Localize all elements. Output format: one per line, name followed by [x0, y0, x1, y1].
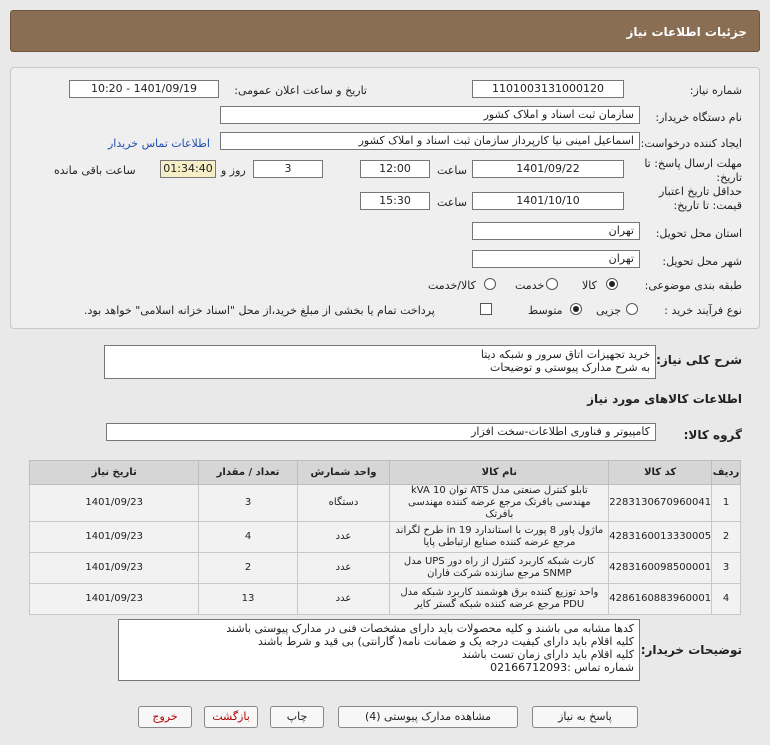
- purchase-option-minor: جزیی: [596, 304, 622, 317]
- cell-unit: عدد: [297, 584, 390, 615]
- validity-time-field: 15:30: [360, 192, 430, 210]
- cell-date: 1401/09/23: [30, 584, 199, 615]
- category-option-goods-service: کالا/خدمت: [428, 279, 476, 292]
- summary-line-1: خرید تجهیزات اتاق سرور و شبکه دیتا: [480, 348, 650, 361]
- cell-idx: 4: [712, 584, 741, 615]
- table-row: [30, 485, 741, 522]
- cell-idx: 1: [712, 485, 741, 522]
- goods-group-field: کامپیوتر و فناوری اطلاعات-سخت افزار: [106, 423, 656, 441]
- exit-button[interactable]: خروج: [138, 706, 192, 728]
- goods-section-title: اطلاعات کالاهای مورد نیاز: [587, 392, 742, 406]
- remaining-time-field: 01:34:40: [160, 160, 216, 178]
- purchase-type-label: نوع فرآیند خرید :: [664, 304, 742, 317]
- table-row: [30, 522, 741, 553]
- view-attachments-button[interactable]: مشاهده مدارک پیوستی (4): [338, 706, 518, 728]
- col-header-code: کد کالا: [609, 461, 712, 485]
- buyer-notes-line-4: شماره تماس :02166712093: [490, 661, 634, 674]
- announce-field: 1401/09/19 - 10:20: [69, 80, 219, 98]
- buyer-org-field: سازمان ثبت اسناد و املاک کشور: [220, 106, 640, 124]
- cell-name: ماژول پاور 8 پورت با استاندارد 19 in طرح لگراند مرجع عرضه کننده صنایع ارتباطی پایا: [390, 522, 609, 553]
- cell-date: 1401/09/23: [30, 522, 199, 553]
- deadline-time-field: 12:00: [360, 160, 430, 178]
- col-header-unit: واحد شمارش: [297, 461, 390, 485]
- treasury-payment-note: پرداخت تمام یا بخشی از مبلغ خرید،از محل "اسناد خزانه اسلامی" خواهد بود.: [84, 304, 435, 317]
- cell-date: 1401/09/23: [30, 485, 199, 522]
- validity-label: حداقل تاریخ اعتبار قیمت: تا تاریخ:: [658, 185, 742, 212]
- cell-date: 1401/09/23: [30, 553, 199, 584]
- col-header-idx: ردیف: [712, 461, 741, 485]
- city-field: تهران: [472, 250, 640, 268]
- table-row: [30, 584, 741, 615]
- cell-unit: عدد: [297, 522, 390, 553]
- province-label: استان محل تحویل:: [655, 227, 742, 240]
- cell-name: تابلو کنترل صنعتی مدل ATS توان 10 kVA مهندسی بافرتک مرجع عرضه کننده مهندسی بافرتک: [390, 485, 609, 522]
- cell-unit: دستگاه: [297, 485, 390, 522]
- cell-idx: 3: [712, 553, 741, 584]
- back-button[interactable]: بازگشت: [204, 706, 258, 728]
- purchase-radio-minor[interactable]: [626, 303, 638, 315]
- validity-time-label: ساعت: [437, 196, 467, 209]
- remaining-label: ساعت باقی مانده: [54, 164, 136, 177]
- print-button[interactable]: چاپ: [270, 706, 324, 728]
- city-label: شهر محل تحویل:: [662, 255, 742, 268]
- summary-label: شرح کلی نیاز:: [656, 353, 742, 367]
- reply-button[interactable]: پاسخ به نیاز: [532, 706, 638, 728]
- buyer-notes-line-2: کلیه اقلام باید دارای کیفیت درجه یک و ضمانت نامه( گارانتی) بی قید و شرط باشند: [257, 635, 634, 648]
- deadline-label: مهلت ارسال پاسخ: تا تاریخ:: [644, 157, 742, 184]
- category-radio-goods[interactable]: [606, 278, 618, 290]
- cell-qty: 4: [199, 522, 297, 553]
- purchase-option-medium: متوسط: [528, 304, 563, 317]
- cell-qty: 2: [199, 553, 297, 584]
- cell-qty: 13: [199, 584, 297, 615]
- category-radio-goods-service[interactable]: [484, 278, 496, 290]
- table-row: [30, 553, 741, 584]
- goods-group-label: گروه کالا:: [683, 428, 742, 442]
- purchase-radio-medium[interactable]: [570, 303, 582, 315]
- summary-line-2: به شرح مدارک پیوستی و توضیحات: [490, 361, 650, 374]
- announce-label: تاریخ و ساعت اعلان عمومی:: [234, 84, 367, 97]
- col-header-date: تاریخ نیاز: [30, 461, 199, 485]
- deadline-time-label: ساعت: [437, 164, 467, 177]
- cell-name: واحد توزیع کننده برق هوشمند کاربرد شبکه مدل PDU مرجع عرضه کننده شبکه گستر کایر: [390, 584, 609, 615]
- category-label: طبقه بندی موضوعی:: [644, 279, 742, 292]
- summary-field: [104, 345, 656, 379]
- cell-code: 2283130670960041: [609, 485, 712, 522]
- page-title: جزئیات اطلاعات نیاز: [626, 25, 747, 39]
- cell-unit: عدد: [297, 553, 390, 584]
- category-option-service: خدمت: [515, 279, 545, 292]
- validity-date-field: 1401/10/10: [472, 192, 624, 210]
- treasury-checkbox[interactable]: [480, 303, 492, 315]
- cell-code: 4286160883960001: [609, 584, 712, 615]
- buyer-notes-line-3: کلیه اقلام باید دارای زمان تست باشند: [462, 648, 634, 661]
- contact-info-link[interactable]: اطلاعات تماس خریدار: [108, 137, 210, 150]
- goods-table: [29, 460, 741, 615]
- cell-name: کارت شبکه کاربرد کنترل از راه دور UPS مدل SNMP مرجع سازنده شرکت فاران: [390, 553, 609, 584]
- cell-qty: 3: [199, 485, 297, 522]
- col-header-qty: تعداد / مقدار: [199, 461, 297, 485]
- buyer-notes-label: توضیحات خریدار:: [640, 643, 742, 657]
- days-label: روز و: [221, 164, 246, 177]
- category-radio-service[interactable]: [546, 278, 558, 290]
- deadline-date-field: 1401/09/22: [472, 160, 624, 178]
- need-number-field: 1101003131000120: [472, 80, 624, 98]
- cell-code: 4283160013330005: [609, 522, 712, 553]
- page-header: [10, 10, 760, 52]
- buyer-notes-line-1: کدها مشابه می باشند و کلیه محصولات باید دارای مشخصات فنی در مدارک پیوستی باشند: [226, 622, 634, 635]
- cell-idx: 2: [712, 522, 741, 553]
- col-header-name: نام کالا: [390, 461, 609, 485]
- category-option-goods: کالا: [582, 279, 597, 292]
- creator-field: اسماعیل امینی نیا کارپرداز سازمان ثبت اسناد و املاک کشور: [220, 132, 640, 150]
- days-field: 3: [253, 160, 323, 178]
- province-field: تهران: [472, 222, 640, 240]
- buyer-notes-field: [118, 619, 640, 681]
- table-header-row: [30, 461, 741, 485]
- cell-code: 4283160098500001: [609, 553, 712, 584]
- need-number-label: شماره نیاز:: [689, 84, 742, 97]
- creator-label: ایجاد کننده درخواست:: [640, 137, 742, 150]
- buyer-org-label: نام دستگاه خریدار:: [655, 111, 742, 124]
